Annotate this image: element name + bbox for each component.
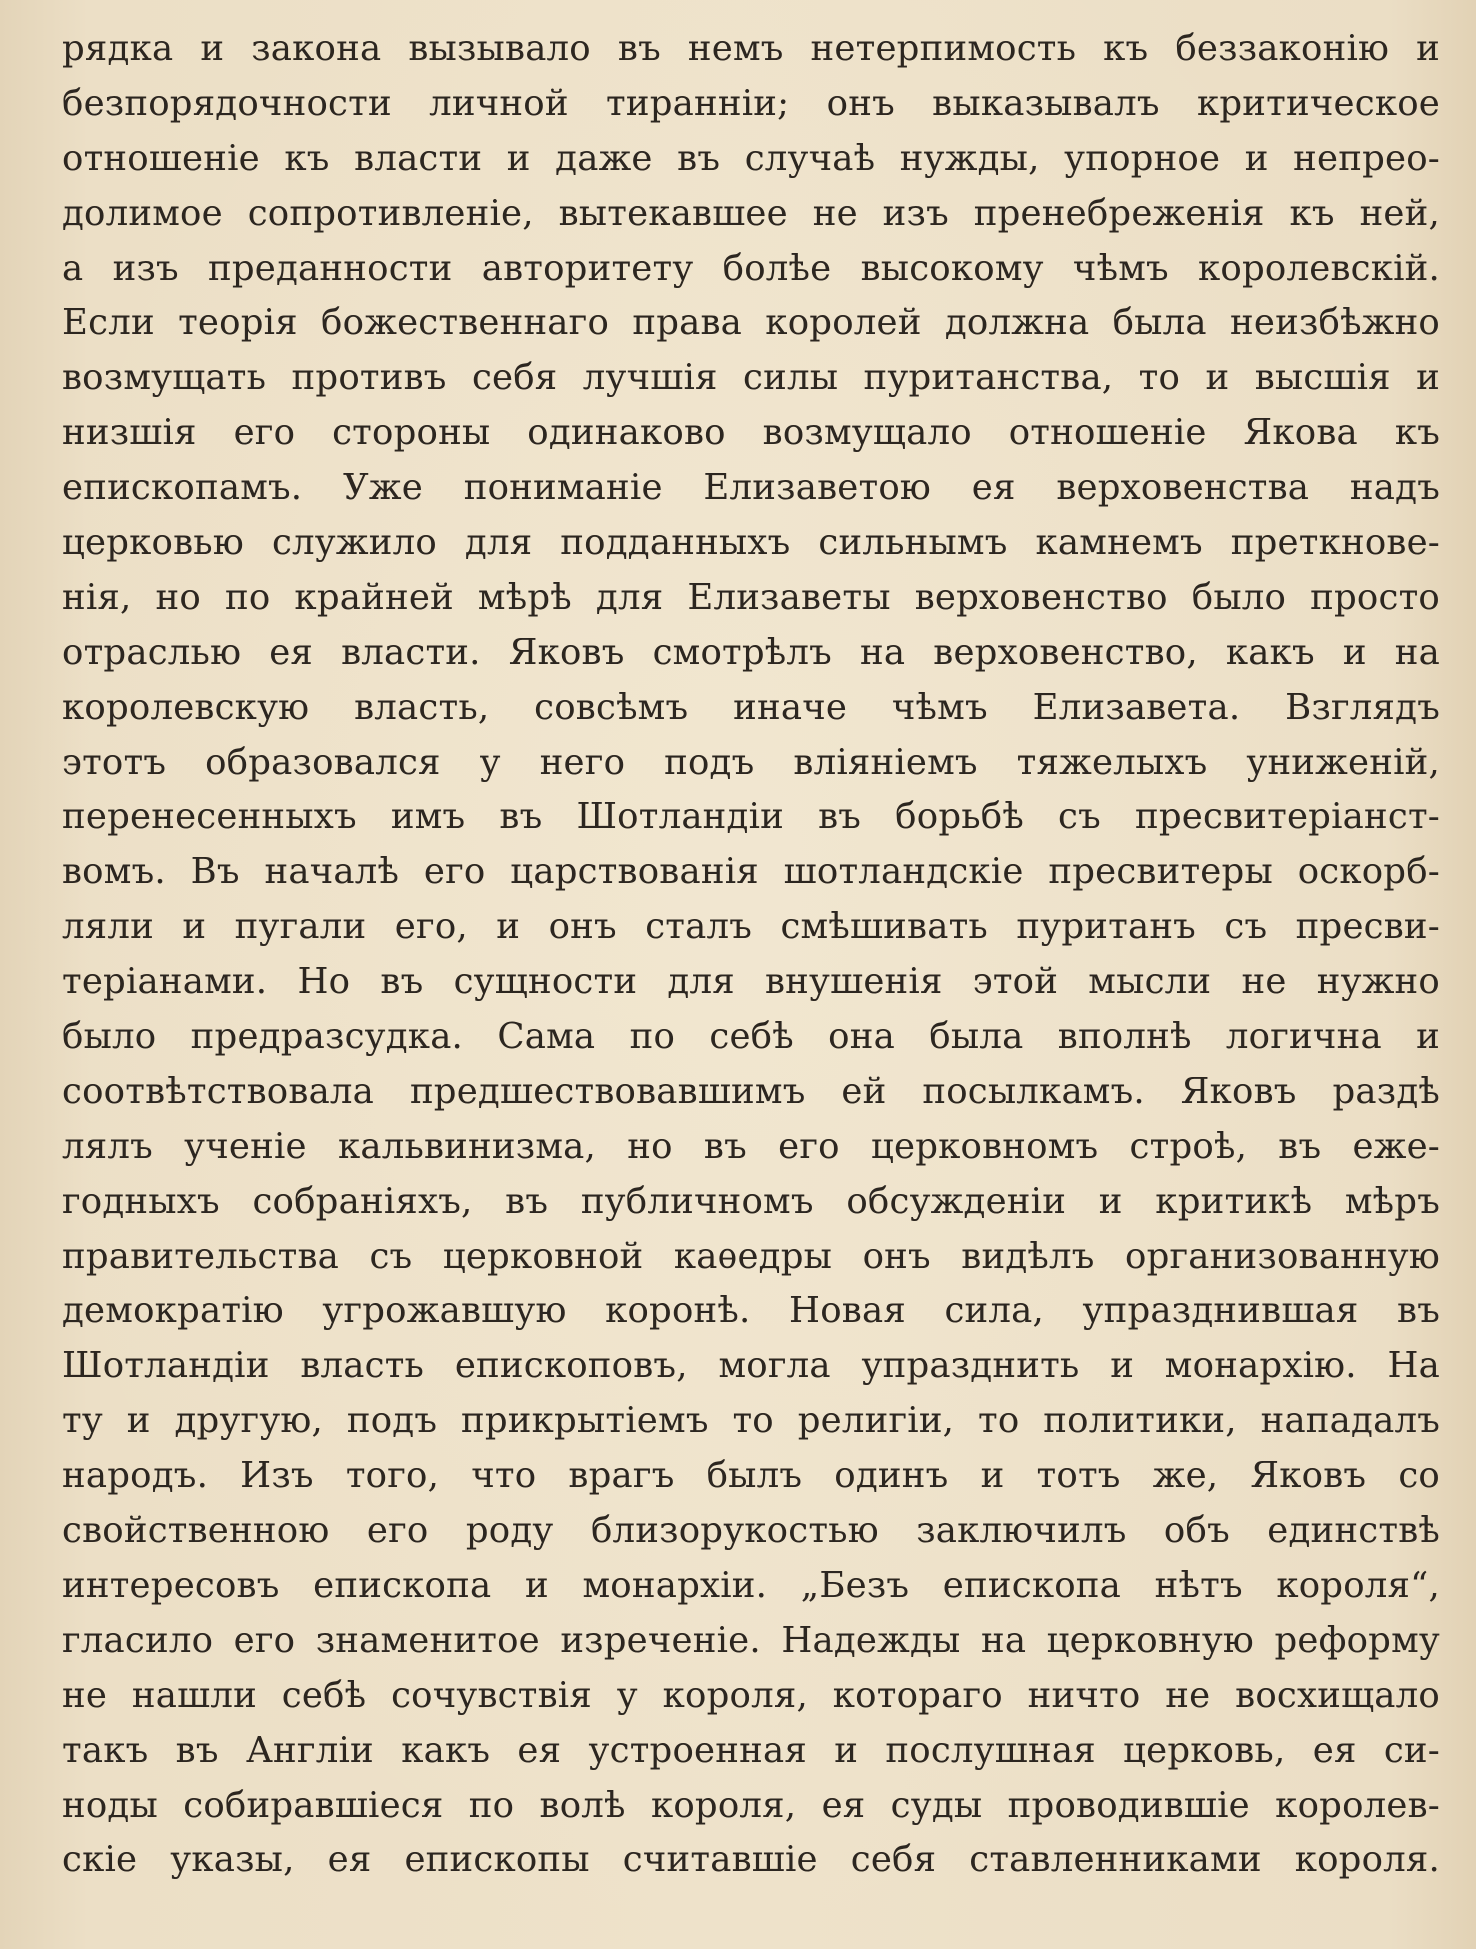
body-text xyxy=(62,22,1440,1888)
text-line: этотъ образовался у него подъ вліяніемъ тяжелыхъ униженій, xyxy=(62,741,1440,783)
text-line: а изъ преданности авторитету болѣе высокому чѣмъ королевскій. xyxy=(62,247,1440,289)
text-line: Шотландіи власть епископовъ, могла упразднить и монархію. На xyxy=(62,1345,1440,1387)
text-line: долимое сопротивленіе, вытекавшее не изъ пренебреженія къ ней, xyxy=(62,192,1440,234)
text-line: рядка и закона вызывало въ немъ нетерпимость къ беззаконію и xyxy=(62,28,1440,69)
text-line: нія, но по крайней мѣрѣ для Елизаветы верховенство было просто xyxy=(62,576,1440,618)
text-line: ноды собиравшіеся по волѣ короля, ея суды проводившіе королев- xyxy=(62,1784,1440,1826)
text-line: Если теорія божественнаго права королей должна была неизбѣжно xyxy=(62,302,1440,344)
text-line: безпорядочности личной тиранніи; онъ выказывалъ критическое xyxy=(62,82,1440,124)
text-line: не нашли себѣ сочувствія у короля, котораго ничто не восхищало xyxy=(62,1674,1440,1716)
text-line: вомъ. Въ началѣ его царствованія шотландскіе пресвитеры оскорб- xyxy=(62,851,1440,893)
text-line: королевскую власть, совсѣмъ иначе чѣмъ Елизавета. Взглядъ xyxy=(62,686,1440,728)
text-line: церковью служило для подданныхъ сильнымъ камнемъ преткнове- xyxy=(62,522,1440,564)
text-line: демократію угрожавшую коронѣ. Новая сила, упразднившая въ xyxy=(62,1290,1440,1332)
text-line: теріанами. Но въ сущности для внушенія этой мысли не нужно xyxy=(62,961,1440,1003)
text-line: отраслью ея власти. Яковъ смотрѣлъ на верховенство, какъ и на xyxy=(62,631,1440,673)
text-line: свойственною его роду близорукостью заключилъ объ единствѣ xyxy=(62,1510,1440,1552)
text-line: было предразсудка. Сама по себѣ она была вполнѣ логична и xyxy=(62,1016,1440,1058)
text-line: правительства съ церковной каѳедры онъ видѣлъ организованную xyxy=(62,1235,1440,1277)
text-line: епископамъ. Уже пониманіе Елизаветою ея верховенства надъ xyxy=(62,467,1440,509)
text-line: скіе указы, ея епископы считавшіе себя ставленниками короля. xyxy=(62,1839,1440,1881)
text-line: соотвѣтствовала предшествовавшимъ ей посылкамъ. Яковъ раздѣ xyxy=(62,1070,1440,1112)
text-line: народъ. Изъ того, что врагъ былъ одинъ и тотъ же, Яковъ со xyxy=(62,1455,1440,1497)
text-line: отношеніе къ власти и даже въ случаѣ нужды, упорное и непрео- xyxy=(62,137,1440,179)
text-line: возмущать противъ себя лучшія силы пуританства, то и высшія и xyxy=(62,357,1440,399)
text-line: такъ въ Англіи какъ ея устроенная и послушная церковь, ея си- xyxy=(62,1729,1440,1771)
text-line: ту и другую, подъ прикрытіемъ то религіи, то политики, нападалъ xyxy=(62,1400,1440,1442)
text-line: перенесенныхъ имъ въ Шотландіи въ борьбѣ съ пресвитеріанст- xyxy=(62,796,1440,838)
text-line: годныхъ собраніяхъ, въ публичномъ обсужденіи и критикѣ мѣръ xyxy=(62,1180,1440,1222)
text-line: гласило его знаменитое изреченіе. Надежды на церковную реформу xyxy=(62,1619,1440,1661)
text-line: низшія его стороны одинаково возмущало отношеніе Якова къ xyxy=(62,412,1440,454)
text-line: интересовъ епископа и монархіи. „Безъ епископа нѣтъ короля“, xyxy=(62,1564,1440,1606)
text-line: ляли и пугали его, и онъ сталъ смѣшивать пуританъ съ пресви- xyxy=(62,906,1440,948)
text-line: лялъ ученіе кальвинизма, но въ его церковномъ строѣ, въ еже- xyxy=(62,1125,1440,1167)
